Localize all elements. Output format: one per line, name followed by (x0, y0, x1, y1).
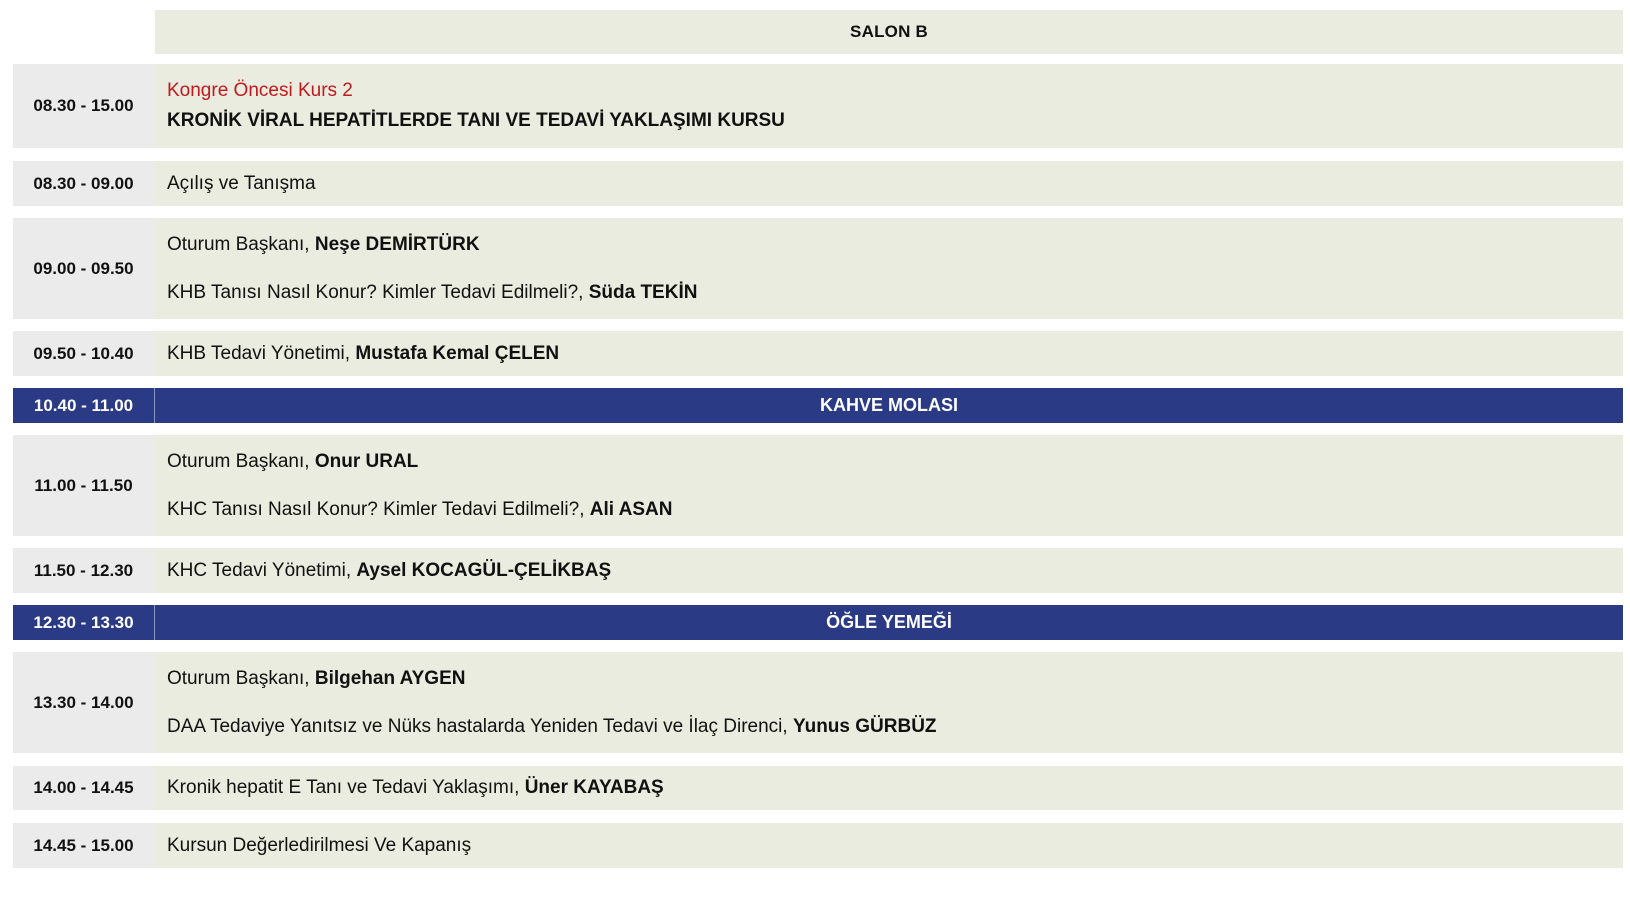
talk-title: KHB Tedavi Yönetimi, (167, 342, 351, 364)
chair-name: Onur URAL (314, 450, 419, 472)
course-title: KRONİK VİRAL HEPATİTLERDE TANI VE TEDAVİ YAKLAŞIMI KURSU (167, 110, 785, 131)
chair-line (167, 234, 1623, 256)
course-label: Kongre Öncesi Kurs 2 (167, 80, 353, 101)
talk-line (167, 282, 1623, 304)
chair-label: Oturum Başkanı, (167, 450, 310, 472)
chair-name: Bilgehan AYGEN (314, 667, 466, 689)
chair-label: Oturum Başkanı, (167, 233, 310, 255)
row-content (154, 548, 1623, 593)
chair-line (167, 668, 1623, 690)
talk-title: KHC Tedavi Yönetimi, (167, 559, 352, 581)
chair-label: Oturum Başkanı, (167, 667, 310, 689)
schedule-row (13, 435, 1623, 536)
row-content (154, 161, 1623, 206)
schedule-row (13, 161, 1623, 206)
row-time: 14.45 - 15.00 (13, 823, 154, 868)
schedule-row (13, 64, 1623, 148)
speaker-name: Aysel KOCAGÜL-ÇELİKBAŞ (356, 559, 612, 581)
session-text: Açılış ve Tanışma (167, 172, 316, 194)
schedule-row (13, 652, 1623, 753)
speaker-name: Ali ASAN (589, 498, 673, 520)
row-time: 10.40 - 11.00 (13, 388, 155, 423)
row-time: 11.50 - 12.30 (13, 548, 154, 593)
schedule-row (13, 823, 1623, 868)
talk-line (167, 560, 1623, 582)
row-content (154, 652, 1623, 753)
row-time: 12.30 - 13.30 (13, 605, 155, 640)
schedule-row (13, 218, 1623, 319)
row-content (154, 331, 1623, 376)
break-label: ÖĞLE YEMEĞİ (155, 605, 1623, 640)
chair-line (167, 451, 1623, 473)
break-row (13, 388, 1623, 423)
talk-line (167, 777, 1623, 799)
row-time: 14.00 - 14.45 (13, 766, 154, 810)
row-content (154, 766, 1623, 810)
break-label: KAHVE MOLASI (155, 388, 1623, 423)
row-content (154, 64, 1623, 148)
talk-title: KHC Tanısı Nasıl Konur? Kimler Tedavi Edilmeli?, (167, 498, 585, 520)
schedule-row (13, 331, 1623, 376)
schedule-row (13, 548, 1623, 593)
speaker-name: Mustafa Kemal ÇELEN (355, 342, 560, 364)
talk-line (167, 499, 1623, 521)
talk-title: DAA Tedaviye Yanıtsız ve Nüks hastalarda Yeniden Tedavi ve İlaç Direnci, (167, 715, 788, 737)
row-time: 08.30 - 15.00 (13, 64, 154, 148)
chair-name: Neşe DEMİRTÜRK (314, 233, 480, 255)
talk-line (167, 343, 1623, 365)
hall-header (155, 10, 1623, 54)
talk-line (167, 716, 1623, 738)
row-time: 13.30 - 14.00 (13, 652, 154, 753)
hall-title: SALON B (850, 22, 928, 41)
row-time: 08.30 - 09.00 (13, 161, 154, 206)
schedule-row (13, 766, 1623, 810)
speaker-name: Süda TEKİN (588, 281, 698, 303)
row-content (154, 218, 1623, 319)
row-content (154, 823, 1623, 868)
row-content (154, 435, 1623, 536)
row-time: 09.50 - 10.40 (13, 331, 154, 376)
talk-title: Kronik hepatit E Tanı ve Tedavi Yaklaşımı, (167, 777, 520, 798)
speaker-name: Yunus GÜRBÜZ (792, 715, 937, 737)
talk-title: KHB Tanısı Nasıl Konur? Kimler Tedavi Edilmeli?, (167, 281, 584, 303)
speaker-name: Üner KAYABAŞ (524, 777, 664, 798)
row-time: 11.00 - 11.50 (13, 435, 154, 536)
row-time: 09.00 - 09.50 (13, 218, 154, 319)
session-text: Kursun Değerledirilmesi Ve Kapanış (167, 834, 472, 856)
break-row (13, 605, 1623, 640)
